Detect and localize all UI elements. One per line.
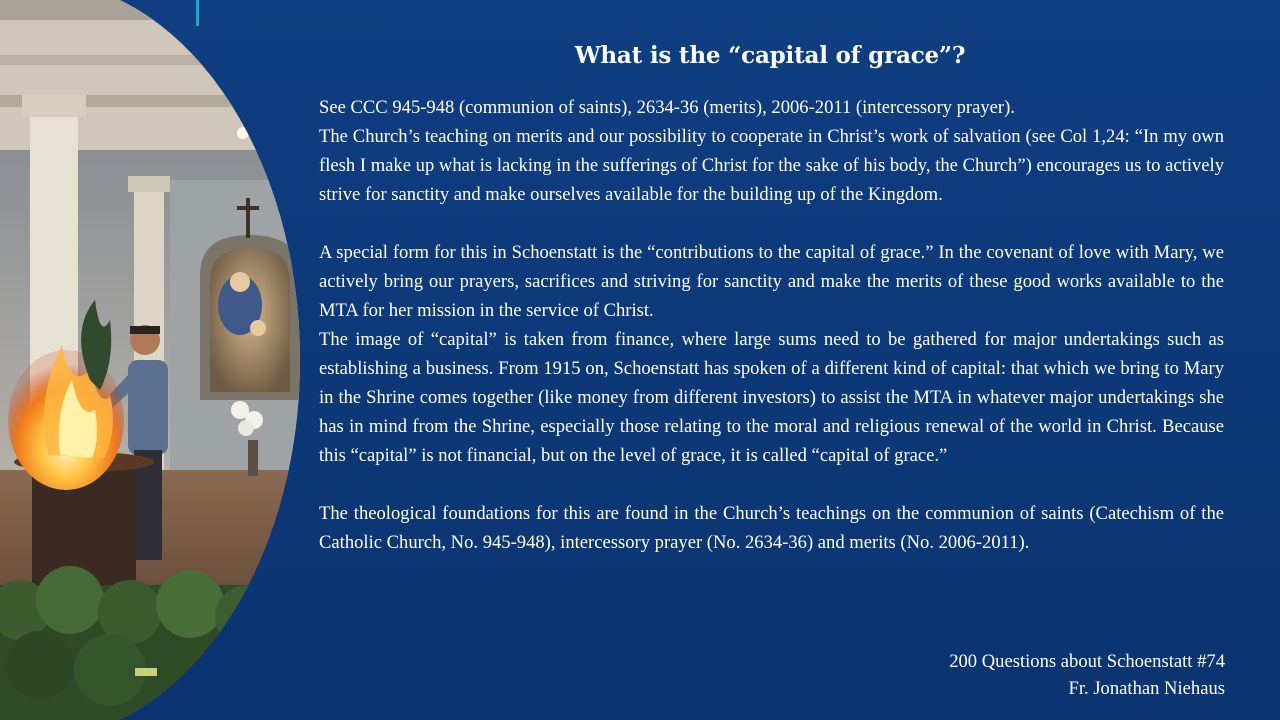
paragraph-capital-image: The image of “capital” is taken from finance, where large sums need to be gathered for major undertakings such as establishing a business. From 1915 on, Schoenstatt has spoken of a different kind of capital: that which we bring to Mary in the Shrine comes together (like money from different investors) to assist the MTA in whatever major undertakings she has in mind from the Shrine, especially those relating to the moral and religious renewal of the world in Christ. Because this “capital” is not financial, but on the level of grace, it is called “capital of grace.” — [319, 329, 1224, 466]
author-name: Fr. Jonathan Niehaus — [1068, 678, 1225, 699]
article-body — [319, 93, 1224, 557]
accent-bar — [196, 0, 199, 26]
signature — [949, 648, 1225, 702]
paragraph-references: See CCC 945-948 (communion of saints), 2634-36 (merits), 2006-2011 (intercessory prayer). — [319, 97, 1015, 118]
paragraph-special-form: A special form for this in Schoenstatt is the “contributions to the capital of grace.” In the covenant of love with Mary, we actively bring our prayers, sacrifices and striving for sanctity and make the merits of these good works available to the MTA for her mission in the service of Christ. — [319, 242, 1224, 321]
page-title: What is the “capital of grace”? — [574, 42, 966, 70]
paragraph-merits: The Church’s teaching on merits and our possibility to cooperate in Christ’s work of salvation (see Col 1,24: “In my own flesh I make up what is lacking in the sufferings of Christ for the sake of his body, the Church”) encourages us to actively strive for sanctity and make ourselves available for the building up of the Kingdom. — [319, 126, 1224, 205]
shrine-photo-image — [0, 0, 300, 720]
paragraph-theological-foundations: The theological foundations for this are found in the Church’s teachings on the communion of saints (Catechism of the Catholic Church, No. 945-948), intercessory prayer (No. 2634-36) and merits (No. 2006-2011). — [319, 503, 1224, 553]
shrine-photo — [0, 0, 300, 720]
paragraph-spacer — [319, 209, 1224, 238]
paragraph-spacer — [319, 470, 1224, 499]
series-label: 200 Questions about Schoenstatt #74 — [949, 651, 1225, 672]
